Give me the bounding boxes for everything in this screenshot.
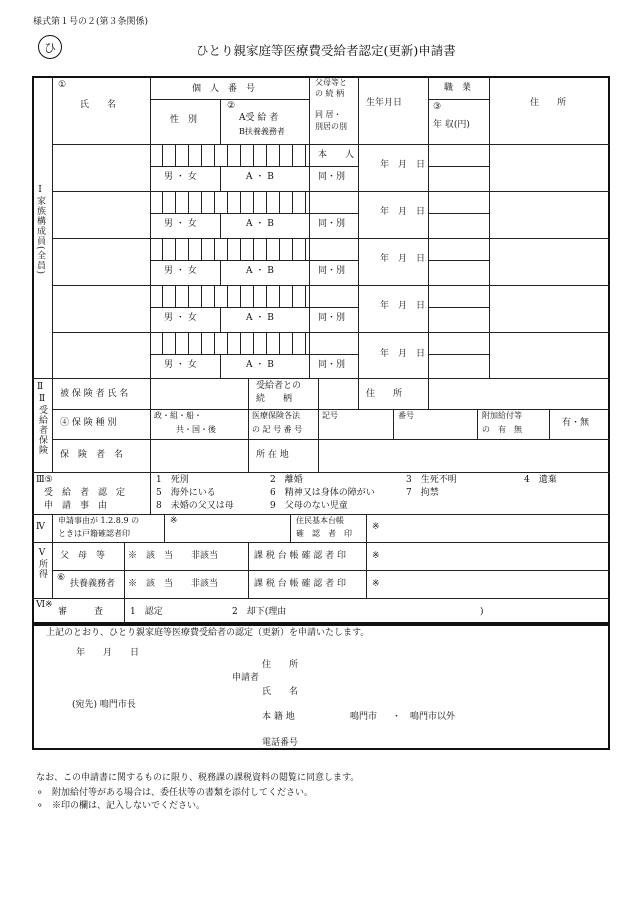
birth-2[interactable]: 年 月 日	[380, 207, 426, 217]
section3-label3: 申 請 事 由	[44, 501, 108, 511]
section2-roman: Ⅱ	[37, 382, 44, 392]
ab-option-3[interactable]: A ・ B	[246, 266, 274, 276]
symbol-label2: の 記 号 番 号	[252, 425, 303, 434]
col-circle1: ①	[58, 80, 67, 90]
declaration-address: 住 所	[262, 660, 299, 670]
honseki-separator: ・	[392, 712, 402, 722]
col-name-header: 氏 名	[80, 100, 117, 110]
ab-option-5[interactable]: A ・ B	[246, 360, 274, 370]
ab-option-2[interactable]: A ・ B	[246, 219, 274, 229]
fuyou-label: 扶養義務者	[70, 579, 116, 589]
declaration-honseki: 本 籍 地	[262, 712, 295, 722]
note-2: ※印の欄は、記入しないでください。	[52, 801, 206, 811]
declaration-name: 氏 名	[262, 687, 299, 697]
note-bullet-2: ⚬	[36, 801, 44, 811]
sex-option-1[interactable]: 男 ・ 女	[164, 172, 197, 182]
reason-7[interactable]: 7 拘禁	[406, 488, 439, 498]
honseki-option-other[interactable]: 鳴門市以外	[410, 712, 456, 722]
location-label: 所 在 地	[256, 450, 289, 460]
col-income-header: 年 収(円)	[433, 120, 470, 130]
tax-label-1: 課 税 台 帳 確 認 者 印	[254, 551, 347, 561]
section4-star: ※	[170, 516, 178, 526]
kojin-digits-5[interactable]	[150, 333, 306, 354]
reason-3[interactable]: 3 生死不明	[406, 475, 457, 485]
section1-label: Ⅰ家族構成員(全員)	[35, 185, 45, 276]
col-address-header: 住 所	[530, 98, 567, 108]
honseki-option-naruto[interactable]: 鳴門市	[350, 712, 378, 722]
honnin-label: 本 人	[318, 150, 355, 160]
approve-option[interactable]: 1 認定	[130, 607, 163, 617]
reason-6[interactable]: 6 精神又は身体の障がい	[270, 488, 375, 498]
section5-label: Ⅴ所得	[37, 548, 47, 579]
shinsa-label: 審 査	[58, 607, 104, 617]
symbol-label1: 医療保険各法	[252, 411, 300, 420]
hi-mark-circle: ひ	[38, 35, 62, 59]
section4-label: Ⅳ	[36, 522, 45, 532]
section6-label: Ⅵ※	[36, 600, 53, 610]
col-a-header: A受 給 者	[239, 113, 279, 123]
birth-4[interactable]: 年 月 日	[380, 301, 426, 311]
juki-label1: 住民基本台帳	[296, 516, 344, 525]
kojin-digits-2[interactable]	[150, 192, 306, 213]
note-bullet-1: ⚬	[36, 788, 44, 798]
insurer-label: 保 険 者 名	[60, 450, 124, 460]
sex-option-3[interactable]: 男 ・ 女	[164, 266, 197, 276]
circle6-label: ⑥	[57, 573, 66, 583]
relation-label1: 受給者との	[256, 381, 302, 391]
reject-close-paren: )	[480, 607, 484, 617]
declaration-phone: 電話番号	[262, 738, 299, 748]
dobetsu-1[interactable]: 同・別	[318, 172, 346, 182]
bango-label: 番号	[398, 411, 414, 420]
applicable-fuyou[interactable]: ※ 該 当 非該当	[128, 579, 219, 589]
relation-label2: 続 柄	[256, 394, 293, 404]
section2-label: Ⅱ受給者保険	[37, 394, 47, 455]
dobetsu-4[interactable]: 同・別	[318, 313, 346, 323]
juki-label2: 確 認 者 印	[296, 529, 352, 538]
reason-5[interactable]: 5 海外にいる	[156, 488, 216, 498]
col-birth-header: 生年月日	[366, 98, 403, 108]
reason-1[interactable]: 1 死別	[156, 475, 189, 485]
col-rel-header2: の 続 柄	[315, 89, 345, 98]
col-doukyo-header2: 別居の別	[315, 122, 347, 131]
dobetsu-3[interactable]: 同・別	[318, 266, 346, 276]
parent-label: 父 母 等	[60, 551, 106, 561]
birth-5[interactable]: 年 月 日	[380, 349, 426, 359]
fuka-value[interactable]: 有・無	[562, 418, 590, 428]
ins-types-line1[interactable]: 政・組・船・	[154, 411, 202, 420]
col-kojin-header: 個 人 番 号	[192, 84, 256, 94]
consent-note: なお、この申請書に関するものに限り、税務課の課税資料の閲覧に同意します。	[36, 773, 360, 783]
reason-4[interactable]: 4 遺棄	[524, 475, 557, 485]
section4-text1: 申請事由が 1.2.8.9 の	[58, 516, 140, 525]
col-rel-header1: 父母等と	[315, 78, 347, 87]
ins-types-line2[interactable]: 共・国・後	[176, 425, 216, 434]
section3-label: Ⅲ⑤	[36, 475, 53, 485]
kigo-label: 記号	[322, 411, 338, 420]
declaration-frame	[32, 624, 610, 750]
birth-1[interactable]: 年 月 日	[380, 160, 426, 170]
applicable-parent[interactable]: ※ 該 当 非該当	[128, 551, 219, 561]
sex-option-2[interactable]: 男 ・ 女	[164, 219, 197, 229]
declaration-statement: 上記のとおり、ひとり親家庭等医療費受給者の認定（更新）を申請いたします。	[46, 628, 370, 638]
declaration-applicant: 申請者	[232, 673, 260, 683]
sex-option-4[interactable]: 男 ・ 女	[164, 313, 197, 323]
col-b-header: B扶養義務者	[239, 127, 285, 136]
kojin-digits-3[interactable]	[150, 239, 306, 260]
section4-star2: ※	[372, 522, 380, 532]
form-title: ひとり親家庭等医療費受給者認定(更新)申請書	[196, 43, 456, 58]
reason-8[interactable]: 8 未婚の父又は母	[156, 501, 234, 511]
col-job-header: 職 業	[444, 83, 472, 93]
ab-option-1[interactable]: A ・ B	[246, 172, 274, 182]
ab-option-4[interactable]: A ・ B	[246, 313, 274, 323]
section5-star-1: ※	[372, 551, 380, 561]
dobetsu-5[interactable]: 同・別	[318, 360, 346, 370]
insurance-type-label: ④ 保 険 種 別	[60, 418, 117, 428]
form-reference: 様式第１号の２(第３条関係)	[33, 17, 149, 27]
col-doukyo-header1: 同 居・	[315, 110, 342, 119]
kojin-digits-4[interactable]	[150, 286, 306, 307]
declaration-date[interactable]: 年 月 日	[76, 648, 140, 658]
sex-option-5[interactable]: 男 ・ 女	[164, 360, 197, 370]
reason-9[interactable]: 9 父母のない児童	[270, 501, 348, 511]
col-circle3: ③	[433, 102, 442, 112]
col-sex-header: 性 別	[170, 115, 198, 125]
declaration-atesaki: (宛先) 鳴門市長	[72, 700, 136, 710]
section5-star-2: ※	[372, 579, 380, 589]
section3-label2: 受 給 者 認 定	[44, 488, 126, 498]
note-1: 附加給付等がある場合は、委任状等の書類を添付してください。	[52, 788, 314, 798]
kojin-digits-1[interactable]	[150, 145, 306, 166]
birth-3[interactable]: 年 月 日	[380, 254, 426, 264]
col-circle2: ②	[227, 101, 236, 111]
section4-text2: ときは戸籍確認者印	[58, 529, 130, 538]
tax-label-2: 課 税 台 帳 確 認 者 印	[254, 579, 347, 589]
fuka-label1: 附加給付等	[482, 411, 522, 420]
fuka-label2: の 有 無	[482, 425, 522, 434]
insured-name-label: 被 保 険 者 氏 名	[60, 389, 129, 399]
ins-address-label: 住 所	[366, 389, 403, 399]
reason-2[interactable]: 2 離婚	[270, 475, 303, 485]
dobetsu-2[interactable]: 同・別	[318, 219, 346, 229]
reject-option[interactable]: 2 却下(理由	[232, 607, 287, 617]
